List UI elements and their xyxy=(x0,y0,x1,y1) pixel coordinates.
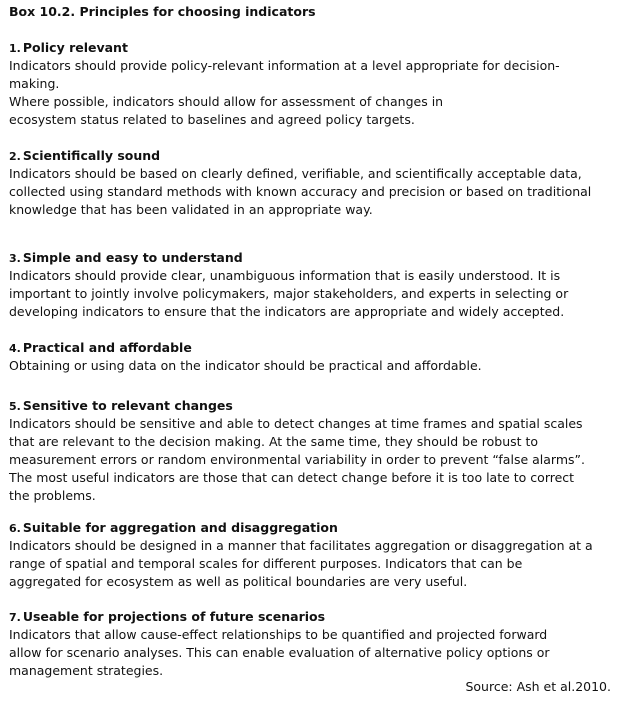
body-line: the problems. xyxy=(9,488,96,503)
body-line: Indicators that allow cause-effect relationships to be quantified and projected forward xyxy=(9,627,548,642)
section-sensitive-changes xyxy=(9,397,609,505)
body-line: allow for scenario analyses. This can enable evaluation of alternative policy options or xyxy=(9,645,550,660)
section-title: Policy relevant xyxy=(22,40,128,55)
body-line: Indicators should be sensitive and able to detect changes at time frames and spatial scales xyxy=(9,416,583,431)
body-line: Where possible, indicators should allow for assessment of changes in xyxy=(9,94,444,109)
section-practical-affordable xyxy=(9,339,609,375)
section-number: 3. xyxy=(9,252,21,265)
section-body xyxy=(9,415,609,505)
section-heading xyxy=(9,397,609,415)
body-line: ecosystem status related to baselines and agreed policy targets. xyxy=(9,112,415,127)
section-heading xyxy=(9,249,609,267)
section-heading xyxy=(9,339,609,357)
body-line: important to jointly involve policymakers, major stakeholders, and experts in selecting or xyxy=(9,286,569,301)
section-heading xyxy=(9,519,609,537)
body-line: Indicators should be based on clearly defined, verifiable, and scientifically acceptable data, xyxy=(9,166,582,181)
body-line: collected using standard methods with known accuracy and precision or based on traditional xyxy=(9,184,592,199)
section-title: Sensitive to relevant changes xyxy=(22,398,233,413)
section-number: 5. xyxy=(9,400,21,413)
body-line: measurement errors or random environmental variability in order to prevent “false alarms”. xyxy=(9,452,585,467)
body-line: aggregated for ecosystem as well as political boundaries are very useful. xyxy=(9,574,468,589)
section-title: Simple and easy to understand xyxy=(22,250,243,265)
section-number: 2. xyxy=(9,150,21,163)
section-title: Practical and affordable xyxy=(22,340,192,355)
section-body xyxy=(9,165,609,219)
section-title: Suitable for aggregation and disaggregation xyxy=(22,520,338,535)
section-number: 7. xyxy=(9,611,21,624)
section-policy-relevant xyxy=(9,39,609,129)
section-projections xyxy=(9,608,609,680)
section-scientifically-sound xyxy=(9,147,609,219)
section-heading xyxy=(9,608,609,626)
section-simple-easy xyxy=(9,249,609,321)
body-line: making. xyxy=(9,76,60,91)
section-number: 6. xyxy=(9,522,21,535)
section-body xyxy=(9,57,609,129)
section-title: Useable for projections of future scenarios xyxy=(22,609,326,624)
body-line: Obtaining or using data on the indicator should be practical and affordable. xyxy=(9,358,482,373)
body-line: Indicators should provide policy-relevant information at a level appropriate for decision- xyxy=(9,58,560,73)
section-heading xyxy=(9,39,609,57)
section-body xyxy=(9,357,609,375)
body-line: The most useful indicators are those that can detect change before it is too late to correct xyxy=(9,470,575,485)
section-number: 4. xyxy=(9,342,21,355)
body-line: management strategies. xyxy=(9,663,164,678)
section-title: Scientifically sound xyxy=(22,148,161,163)
section-body xyxy=(9,267,609,321)
body-line: range of spatial and temporal scales for different purposes. Indicators that can be xyxy=(9,556,523,571)
source-citation: Source: Ash et al.2010. xyxy=(465,679,611,694)
body-line: Indicators should be designed in a manner that facilitates aggregation or disaggregation at a xyxy=(9,538,593,553)
body-line: Indicators should provide clear, unambiguous information that is easily understood. It is xyxy=(9,268,561,283)
section-number: 1. xyxy=(9,42,21,55)
section-body xyxy=(9,537,609,591)
section-heading xyxy=(9,147,609,165)
section-aggregation xyxy=(9,519,609,591)
body-line: developing indicators to ensure that the indicators are appropriate and widely accepted. xyxy=(9,304,565,319)
box-title: Box 10.2. Principles for choosing indicators xyxy=(9,4,316,19)
body-line: knowledge that has been validated in an appropriate way. xyxy=(9,202,373,217)
body-line: that are relevant to the decision making. At the same time, they should be robust to xyxy=(9,434,539,449)
section-body xyxy=(9,626,609,680)
